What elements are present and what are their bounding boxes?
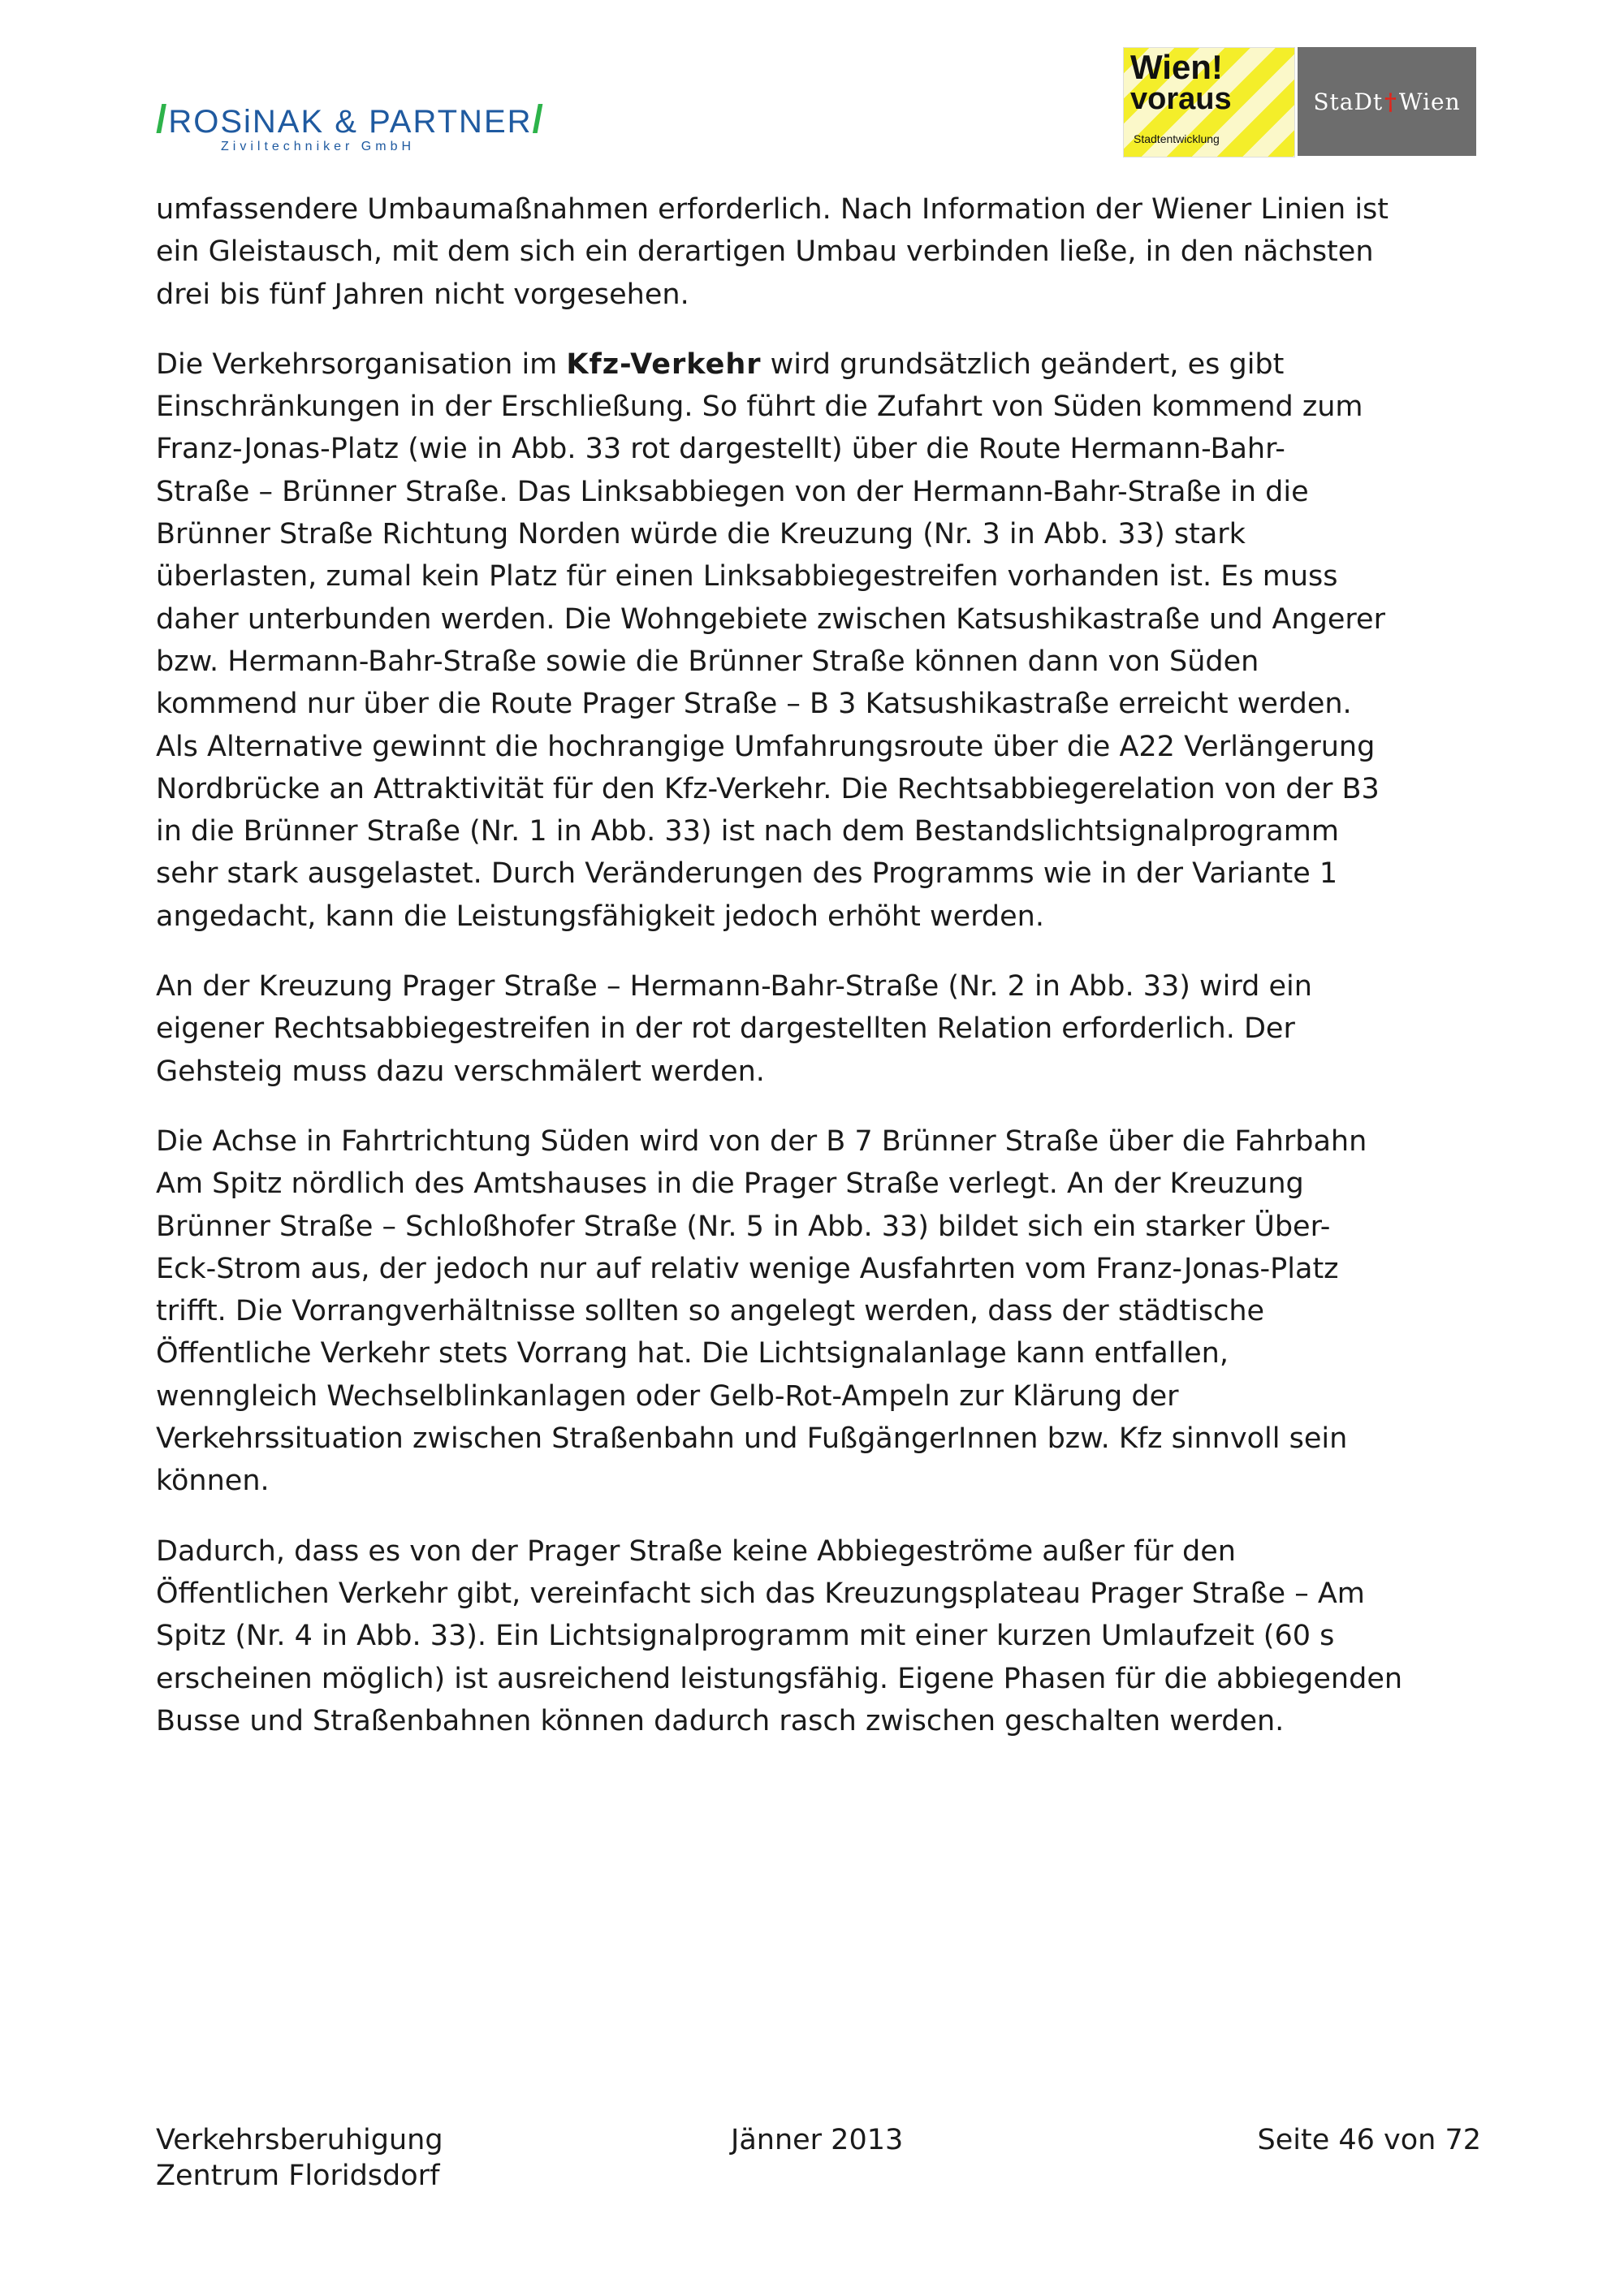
paragraph-1 (156, 188, 1488, 316)
text-line: überlasten, zumal kein Platz für einen Linksabbiegestreifen vorhanden ist. Es muss (156, 560, 1338, 593)
text-line: Straße – Brünner Straße. Das Linksabbiegen von der Hermann-Bahr-Straße in die (156, 475, 1309, 508)
text-fragment: Die Verkehrsorganisation im (156, 347, 567, 381)
text-line: Öffentliche Verkehr stets Vorrang hat. Die Lichtsignalanlage kann entfallen, (156, 1337, 1229, 1370)
text-line: Dadurch, dass es von der Prager Straße keine Abbiegeströme außer für den (156, 1534, 1236, 1568)
text-line: Brünner Straße Richtung Norden würde die Kreuzung (Nr. 3 in Abb. 33) stark (156, 518, 1246, 551)
cross-icon: † (1384, 88, 1397, 115)
text-line: wenngleich Wechselblinkanlagen oder Gelb-Rot-Ampeln zur Klärung der (156, 1379, 1179, 1413)
green-slash-right-icon: / (532, 98, 545, 141)
text-line: Brünner Straße – Schloßhofer Straße (Nr. 5 in Abb. 33) bildet sich ein starker Über- (156, 1210, 1331, 1243)
rosinak-logo (156, 98, 545, 166)
text-line: trifft. Die Vorrangverhältnisse sollten so angelegt werden, dass der städtische (156, 1295, 1265, 1328)
text-line: Einschränkungen in der Erschließung. So führt die Zufahrt von Süden kommend zum (156, 391, 1363, 424)
text-line: Als Alternative gewinnt die hochrangige Umfahrungsroute über die A22 Verlängerung (156, 730, 1376, 763)
wien-logo-line2: voraus (1130, 82, 1232, 116)
text-line: Busse und Straßenbahnen können dadurch rasch zwischen geschalten werden. (156, 1704, 1285, 1737)
text-line: Franz-Jonas-Platz (wie in Abb. 33 rot dargestellt) über die Route Hermann-Bahr- (156, 433, 1285, 466)
footer-page-number (1258, 2122, 1482, 2158)
paragraph-5 (156, 1530, 1488, 1742)
text-line: drei bis fünf Jahren nicht vorgesehen. (156, 278, 689, 311)
stadt-logo-part2: Wien (1398, 88, 1461, 115)
paragraph-4 (156, 1120, 1488, 1503)
text-line (156, 343, 1488, 386)
text-line: ein Gleistausch, mit dem sich ein derartigen Umbau verbinden ließe, in den nächsten (156, 235, 1374, 269)
text-line: Eck-Strom aus, der jedoch nur auf relativ wenige Ausfahrten vom Franz-Jonas-Platz (156, 1252, 1339, 1285)
text-fragment: wird grundsätzlich geändert, es gibt (761, 347, 1285, 381)
stadt-logo-part1: StaDt (1313, 88, 1384, 115)
text-line: daher unterbunden werden. Die Wohngebiete zwischen Katsushikastraße und Angerer (156, 602, 1385, 636)
text-line: An der Kreuzung Prager Straße – Hermann-Bahr-Straße (Nr. 2 in Abb. 33) wird ein (156, 970, 1312, 1003)
wien-voraus-logo (1123, 47, 1295, 158)
text-line: Die Achse in Fahrtrichtung Süden wird von der B 7 Brünner Straße über die Fahrbahn (156, 1124, 1367, 1158)
footer-project-line2: Zentrum Floridsdorf (156, 2160, 440, 2192)
text-line: bzw. Hermann-Bahr-Straße sowie die Brünner Straße können dann von Süden (156, 645, 1259, 678)
wien-logo-line1: Wien! (1130, 48, 1223, 86)
text-line: eigener Rechtsabbiegestreifen in der rot dargestellten Relation erforderlich. Der (156, 1012, 1295, 1046)
text-line: kommend nur über die Route Prager Straße – B 3 Katsushikastraße erreicht werden. (156, 688, 1352, 721)
text-line: können. (156, 1465, 270, 1498)
text-line: sehr stark ausgelastet. Durch Veränderungen des Programms wie in der Variante 1 (156, 857, 1338, 891)
text-line: Öffentlichen Verkehr gibt, vereinfacht sich das Kreuzungsplateau Prager Straße – Am (156, 1577, 1365, 1610)
paragraph-2 (156, 343, 1488, 938)
footer-page-text: Seite 46 von 72 (1257, 2124, 1481, 2156)
text-line: umfassendere Umbaumaßnahmen erforderlich. Nach Information der Wiener Linien ist (156, 193, 1389, 226)
footer-project-line1: Verkehrsberuhigung (156, 2124, 443, 2156)
text-line: Am Spitz nördlich des Amtshauses in die Prager Straße verlegt. An der Kreuzung (156, 1167, 1304, 1201)
rosinak-logo-sub: Ziviltechniker GmbH (221, 140, 416, 153)
text-line: Spitz (Nr. 4 in Abb. 33). Ein Lichtsignalprogramm mit einer kurzen Umlaufzeit (60 s (156, 1620, 1335, 1653)
green-slash-left-icon: / (156, 98, 169, 141)
footer-left (156, 2122, 443, 2194)
text-line: angedacht, kann die Leistungsfähigkeit jedoch erhöht werden. (156, 900, 1044, 933)
stadt-wien-logo (1298, 47, 1476, 156)
text-line: Nordbrücke an Attraktivität für den Kfz-Verkehr. Die Rechtsabbiegerelation von der B3 (156, 772, 1380, 805)
wien-logo-line3: Stadtentwicklung (1134, 132, 1220, 145)
body-text (156, 188, 1488, 1770)
text-line: in die Brünner Straße (Nr. 1 in Abb. 33) ist nach dem Bestandslichtsignalprogramm (156, 815, 1339, 848)
footer-date-text: Jänner 2013 (731, 2124, 904, 2156)
text-line: Verkehrssituation zwischen Straßenbahn und FußgängerInnen bzw. Kfz sinnvoll sein (156, 1422, 1348, 1456)
text-line: Gehsteig muss dazu verschmälert werden. (156, 1055, 765, 1088)
paragraph-3 (156, 965, 1488, 1093)
bold-term: Kfz-Verkehr (566, 347, 762, 381)
rosinak-logo-name: ROSiNAK & PARTNER (168, 104, 533, 140)
footer-date (731, 2122, 903, 2158)
text-line: erscheinen möglich) ist ausreichend leistungsfähig. Eigene Phasen für die abbiegenden (156, 1662, 1403, 1695)
